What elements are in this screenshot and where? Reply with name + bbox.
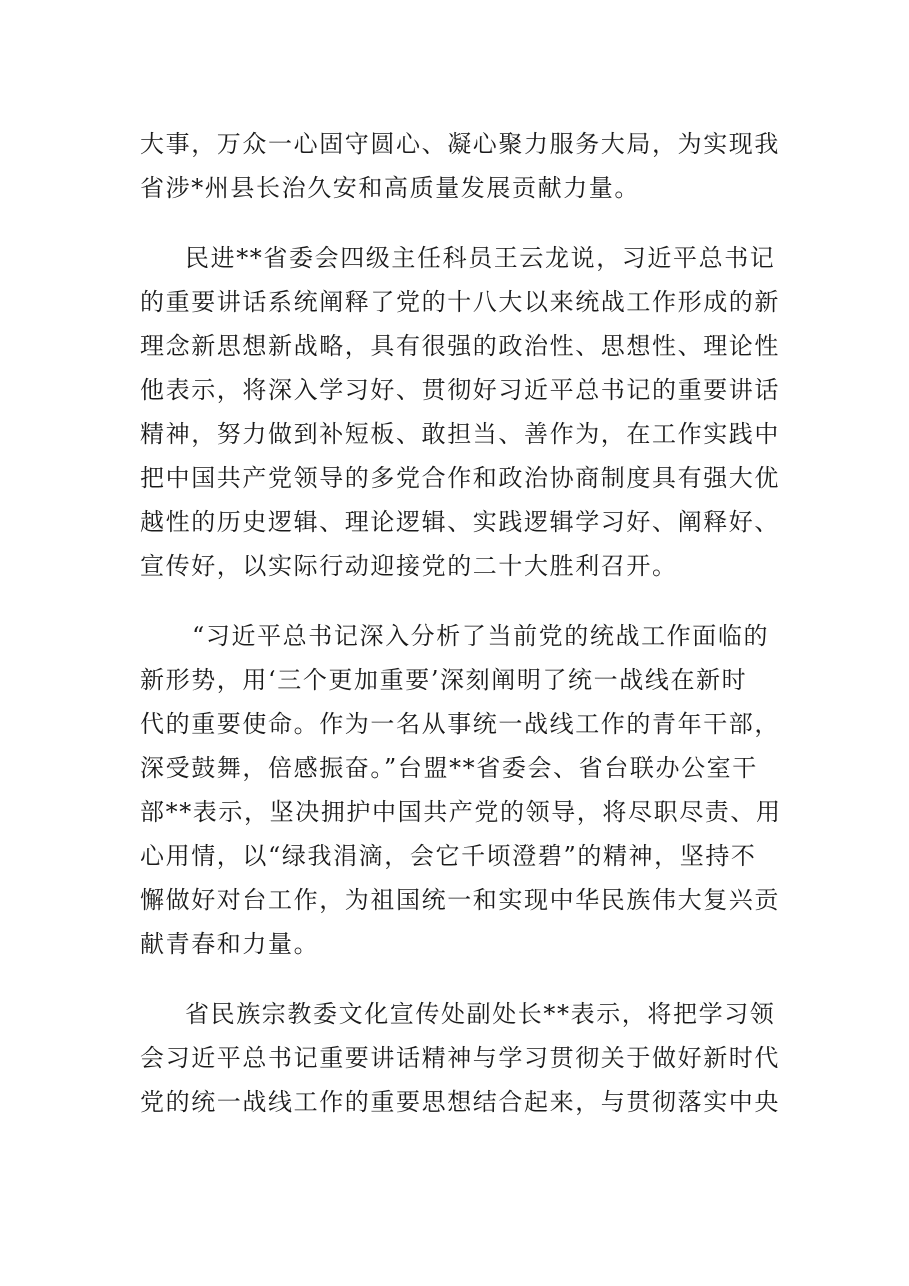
paragraph-line: 会习近平总书记重要讲话精神与学习贯彻关于做好新时代 (140, 1044, 780, 1072)
paragraph-line: 省涉*州县长治久安和高质量发展贡献力量。 (140, 174, 640, 202)
paragraph-line: 党的统一战线工作的重要思想结合起来，与贯彻落实中央 (140, 1088, 780, 1116)
paragraph-line: 越性的历史逻辑、理论逻辑、实践逻辑学习好、阐释好、 (140, 508, 780, 536)
paragraph-line: 心用情，以“绿我涓滴，会它千顷澄碧”的精神，坚持不 (140, 842, 757, 870)
paragraph-line: 大事，万众一心固守圆心、凝心聚力服务大局，为实现我 (140, 130, 780, 158)
paragraph-line: 理念新思想新战略，具有很强的政治性、思想性、理论性 (140, 332, 780, 360)
paragraph-line: 的重要讲话系统阐释了党的十八大以来统战工作形成的新 (140, 288, 780, 316)
paragraph-line: 宣传好，以实际行动迎接党的二十大胜利召开。 (140, 552, 678, 580)
paragraph-line: 代的重要使命。作为一名从事统一战线工作的青年干部， (140, 710, 780, 738)
paragraph-line: 省民族宗教委文化宣传处副处长**表示，将把学习领 (185, 1000, 776, 1028)
paragraph-line: 深受鼓舞，倍感振奋。”台盟**省委会、省台联办公室干 (140, 754, 758, 782)
paragraph-line: 把中国共产党领导的多党合作和政治协商制度具有强大优 (140, 464, 780, 492)
paragraph-line: 他表示，将深入学习好、贯彻好习近平总书记的重要讲话 (140, 376, 780, 404)
paragraph-3 (140, 614, 780, 966)
paragraph-1 (140, 122, 780, 210)
paragraph-2 (140, 236, 780, 588)
paragraph-line: 新形势，用‘三个更加重要’深刻阐明了统一战线在新时 (140, 666, 748, 694)
paragraph-4 (140, 992, 780, 1124)
paragraph-line: 献青春和力量。 (140, 930, 320, 958)
document-body (140, 122, 780, 1150)
paragraph-line: 懈做好对台工作，为祖国统一和实现中华民族伟大复兴贡 (140, 886, 780, 914)
paragraph-line: “习近平总书记深入分析了当前党的统战工作面临的 (192, 622, 770, 650)
paragraph-line: 精神，努力做到补短板、敢担当、善作为，在工作实践中 (140, 420, 780, 448)
paragraph-line: 民进**省委会四级主任科员王云龙说，习近平总书记 (185, 244, 776, 272)
paragraph-line: 部**表示，坚决拥护中国共产党的领导，将尽职尽责、用 (140, 798, 782, 826)
